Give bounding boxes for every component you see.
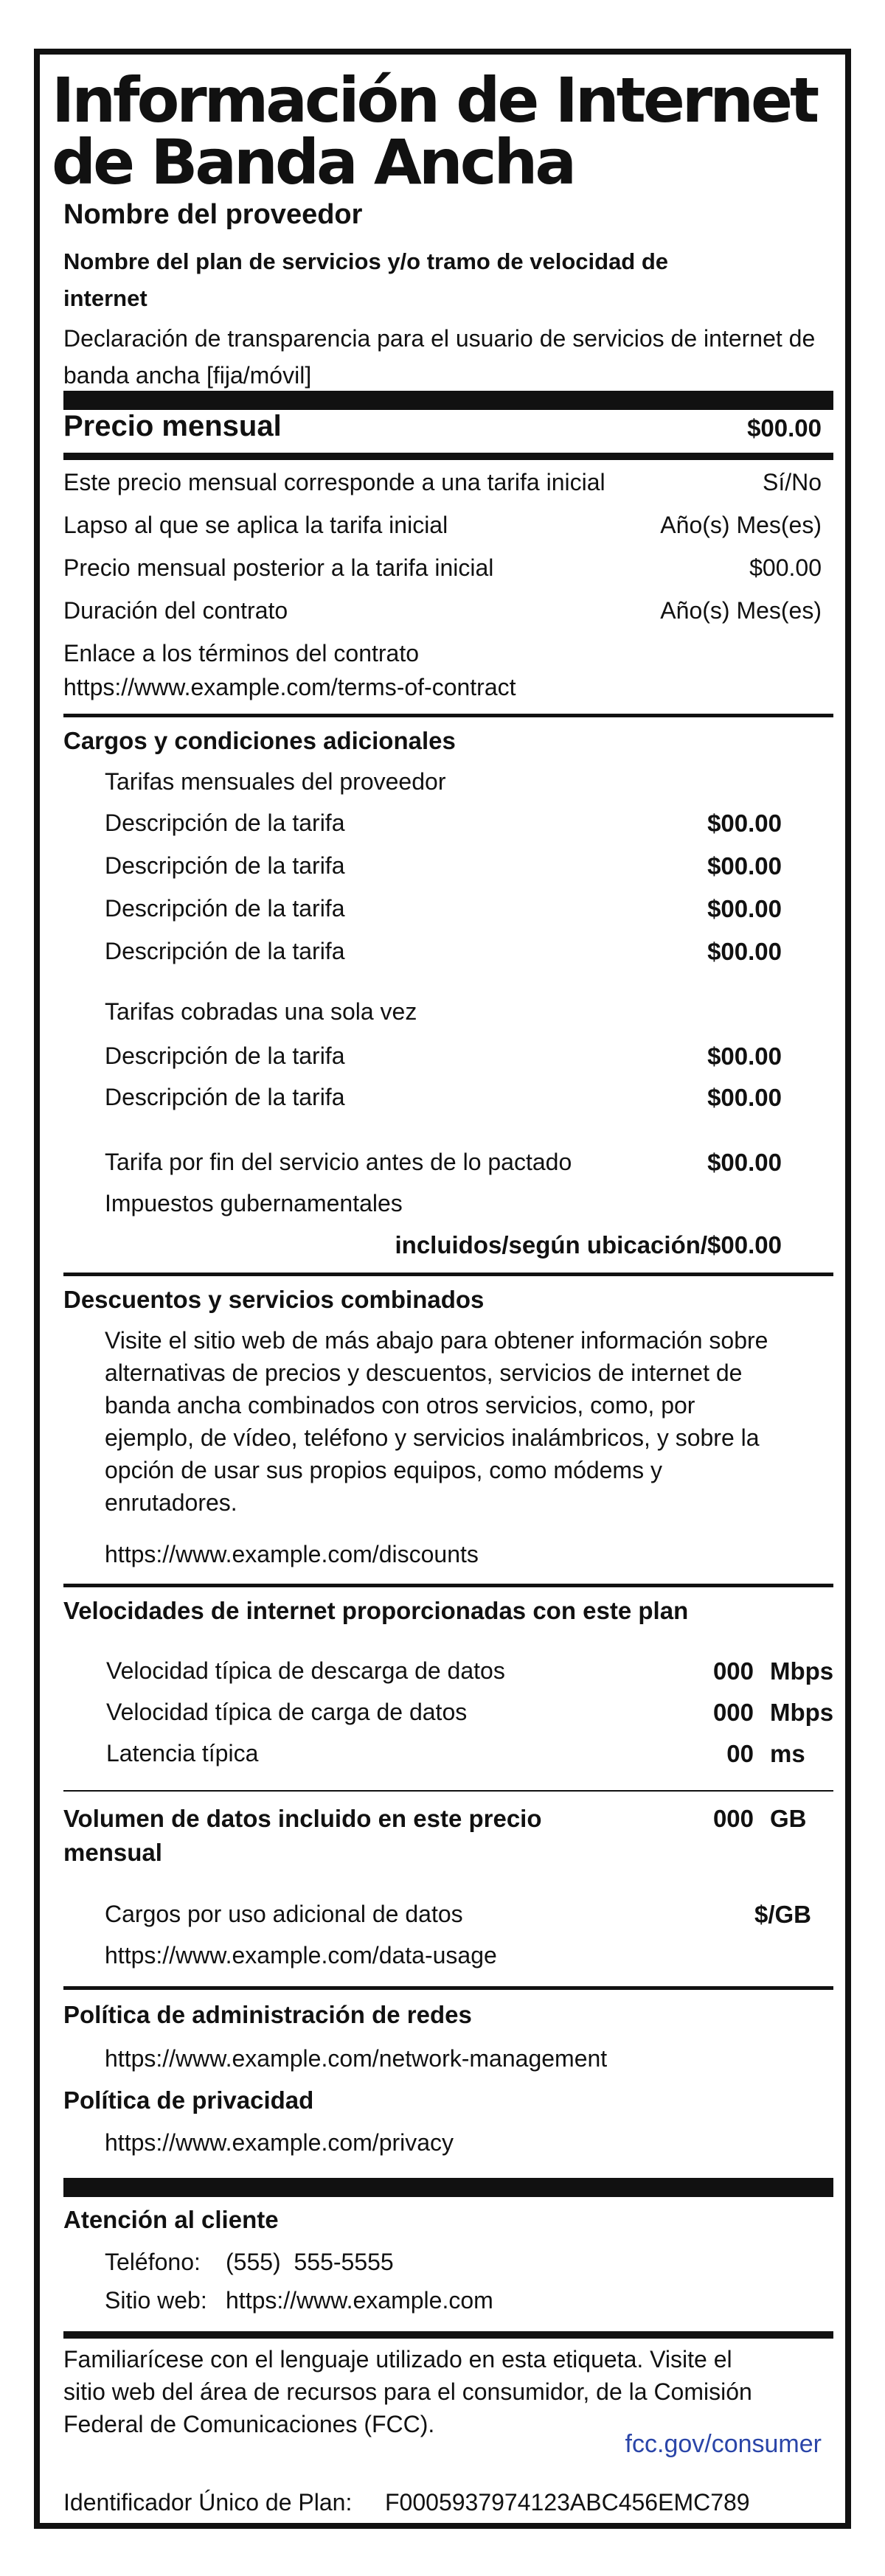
provider-name: Nombre del proveedor [63, 199, 363, 230]
speed-label: Velocidad típica de descarga de datos [106, 1657, 505, 1684]
data-usage-link[interactable]: https://www.example.com/data-usage [105, 1942, 497, 1968]
price-row-value: $00.00 [749, 554, 822, 581]
footer-text-line: Familiarícese con el lenguaje utilizado en esta etiqueta. Visite el [63, 2346, 732, 2373]
discounts-link[interactable]: https://www.example.com/discounts [105, 1541, 479, 1567]
section-divider [63, 1584, 833, 1587]
data-volume-value: 000 [712, 1805, 754, 1832]
section-divider [63, 714, 833, 717]
price-row-value: Año(s) Mes(es) [660, 512, 822, 538]
early-termination-amount: $00.00 [707, 1149, 782, 1176]
contract-link[interactable]: https://www.example.com/terms-of-contract [63, 674, 516, 700]
fee-amount: $00.00 [707, 852, 782, 880]
transparency-declaration: Declaración de transparencia para el usuario de servicios de internet de banda ancha [fija/móvil] [63, 325, 816, 389]
network-heading: Política de administración de redes [63, 2001, 472, 2028]
speeds-heading: Velocidades de internet proporcionadas con este plan [63, 1597, 689, 1624]
fee-description: Descripción de la tarifa [105, 1084, 345, 1110]
price-row-label: Duración del contrato [63, 597, 288, 624]
data-volume-heading: Volumen de datos incluido en este precio [63, 1805, 542, 1832]
data-volume-heading-cont: mensual [63, 1839, 162, 1866]
phone-number[interactable]: (555) 555-5555 [226, 2249, 394, 2275]
label-title-line2: de Banda Ancha [52, 126, 574, 198]
data-overage-label: Cargos por uso adicional de datos [105, 1901, 463, 1927]
discounts-text-line: alternativas de precios y descuentos, servicios de internet de [105, 1360, 743, 1386]
speed-label: Velocidad típica de carga de datos [106, 1699, 468, 1725]
speed-unit: Mbps [770, 1699, 834, 1726]
footer-text-line: sitio web del área de recursos para el consumidor, de la Comisión [63, 2378, 752, 2405]
discounts-text-line: banda ancha combinados con otros servicios, como, por [105, 1392, 695, 1418]
fcc-consumer-link[interactable]: fcc.gov/consumer [625, 2430, 822, 2458]
monthly-price-amount: $00.00 [747, 414, 822, 442]
fee-description: Descripción de la tarifa [105, 938, 345, 964]
speed-unit: Mbps [770, 1657, 834, 1685]
price-row-value: Sí/No [762, 469, 822, 495]
fee-description: Descripción de la tarifa [105, 895, 345, 922]
fee-amount: $00.00 [707, 895, 782, 922]
fee-description: Descripción de la tarifa [105, 810, 345, 836]
discounts-text-line: enrutadores. [105, 1489, 237, 1516]
plan-id-label: Identificador Único de Plan: [63, 2489, 353, 2516]
speed-label: Latencia típica [106, 1740, 259, 1766]
taxes-value: incluidos/según ubicación/$00.00 [395, 1231, 782, 1259]
support-website-link[interactable]: https://www.example.com [226, 2287, 493, 2314]
data-overage-value: $/GB [754, 1901, 811, 1928]
early-termination-label: Tarifa por fin del servicio antes de lo pactado [105, 1149, 572, 1175]
section-divider-thin [63, 1790, 833, 1792]
speed-value: 000 [712, 1699, 754, 1726]
onetime-fees-heading: Tarifas cobradas una sola vez [105, 998, 417, 1025]
price-row-value: Año(s) Mes(es) [660, 597, 822, 624]
website-label: Sitio web: [105, 2287, 207, 2314]
monthly-price-heading: Precio mensual [63, 410, 282, 442]
section-divider [63, 453, 833, 460]
label-title-line1: Información de Internet [52, 64, 817, 136]
monthly-fees-heading: Tarifas mensuales del proveedor [105, 768, 446, 795]
discounts-text-line: Visite el sitio web de más abajo para obtener información sobre [105, 1327, 768, 1354]
speed-value: 00 [726, 1740, 754, 1767]
price-row-label: Este precio mensual corresponde a una tarifa inicial [63, 469, 605, 495]
price-row-label: Precio mensual posterior a la tarifa inicial [63, 554, 494, 581]
data-volume-unit: GB [770, 1805, 807, 1832]
contract-link-label: Enlace a los términos del contrato [63, 640, 420, 666]
speed-unit: ms [770, 1740, 805, 1767]
fee-amount: $00.00 [707, 1042, 782, 1070]
privacy-heading: Política de privacidad [63, 2086, 314, 2114]
phone-label: Teléfono: [105, 2249, 201, 2275]
section-divider [63, 2331, 833, 2339]
discounts-text-line: ejemplo, de vídeo, teléfono y servicios inalámbricos, y sobre la [105, 1424, 760, 1451]
footer-text-line: Federal de Comunicaciones (FCC). [63, 2411, 435, 2437]
section-divider-thick [63, 391, 833, 410]
support-heading: Atención al cliente [63, 2206, 279, 2233]
section-divider [63, 1986, 833, 1990]
broadband-label [34, 49, 851, 2529]
plan-id-value: F0005937974123ABC456EMC789 [385, 2489, 750, 2516]
fee-description: Descripción de la tarifa [105, 1042, 345, 1069]
network-management-link[interactable]: https://www.example.com/network-management [105, 2045, 608, 2072]
additional-fees-heading: Cargos y condiciones adicionales [63, 727, 456, 754]
taxes-label: Impuestos gubernamentales [105, 1190, 403, 1216]
fee-amount: $00.00 [707, 938, 782, 965]
plan-name: Nombre del plan de servicios y/o tramo de velocidad de internet [63, 248, 669, 311]
privacy-link[interactable]: https://www.example.com/privacy [105, 2129, 454, 2156]
section-divider-thick [63, 2178, 833, 2197]
discounts-heading: Descuentos y servicios combinados [63, 1286, 485, 1313]
price-row-label: Lapso al que se aplica la tarifa inicial [63, 512, 448, 538]
fee-amount: $00.00 [707, 1084, 782, 1111]
discounts-text-line: opción de usar sus propios equipos, como módems y [105, 1457, 662, 1483]
fee-amount: $00.00 [707, 810, 782, 837]
fee-description: Descripción de la tarifa [105, 852, 345, 879]
speed-value: 000 [712, 1657, 754, 1685]
section-divider [63, 1273, 833, 1276]
